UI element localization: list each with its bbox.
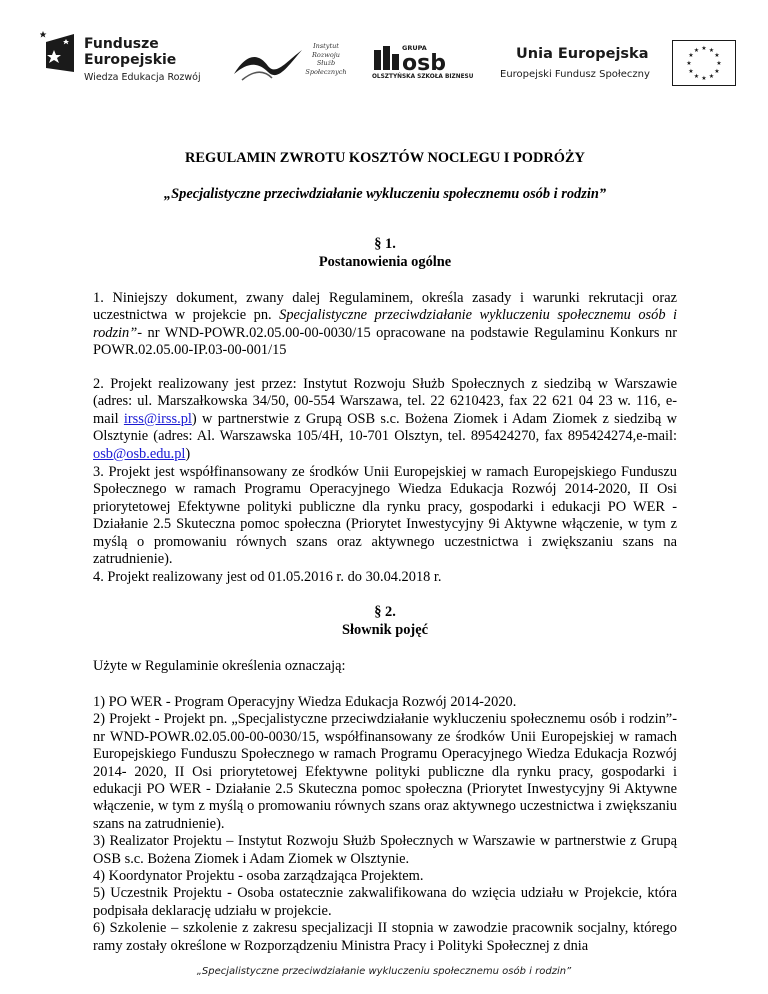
svg-text:★: ★ — [714, 52, 720, 59]
section-2-number: § 2. — [374, 604, 396, 620]
paragraph-3: 3. Projekt jest współfinansowany ze środków Unii Europejskiej w ramach Europejskiego Funduszu Społecznego w ramach Programu Operacyjnego Wiedza Edukacja Rozwój 2014-2020, II Osi priorytetowej Efektywne polityki publiczne dla rynku pracy, gospodarki i edukacji PO WER - Działanie 2.5 Skuteczna pomoc społeczna (Priorytet Inwestycyjny 9i Aktywne włączenie, w tym z myślą o promowaniu równych szans oraz aktywnego uczestnictwa i zwiększaniu szans na zatrudnienie). — [93, 464, 677, 568]
eu-flag-icon — [672, 40, 736, 86]
irss-name: Instytut Rozwoju Służb Społecznych — [305, 42, 347, 76]
svg-text:★: ★ — [701, 45, 707, 52]
osb-name-text: osb — [402, 51, 446, 72]
fundusze-line2: Europejskie — [84, 52, 177, 68]
fundusze-line1: Fundusze — [84, 36, 159, 52]
fundusze-europejskie-mark-icon — [40, 28, 78, 76]
definition-6: 6) Szkolenie – szkolenie z zakresu specjalizacji II stopnia w zawodzie pracownik socjalny, którego ramy zostały określone w Rozporządzeniu Ministra Pracy i Polityki Społecznej z dnia — [93, 920, 677, 954]
osb-group-text: GRUPA — [402, 44, 427, 52]
svg-text:★: ★ — [686, 60, 692, 67]
osb-mark-icon — [372, 42, 464, 72]
irss-logo — [232, 40, 350, 88]
grupa-osb-logo — [372, 42, 474, 84]
document-title: REGULAMIN ZWROTU KOSZTÓW NOCLEGU I PODRÓŻY — [185, 150, 585, 166]
section-1-number: § 1. — [374, 236, 396, 252]
fundusze-line3: Wiedza Edukacja Rozwój — [84, 72, 201, 83]
logo-band — [0, 0, 768, 105]
definition-3: 3) Realizator Projektu – Instytut Rozwoju Służb Społecznych w Warszawie w partnerstwie z Grupą OSB s.c. Bożena Ziomek i Adam Ziomek w Olsztynie. — [93, 833, 677, 867]
svg-text:★: ★ — [693, 73, 700, 80]
paragraph-4: 4. Projekt realizowany jest od 01.05.2016 r. do 30.04.2018 r. — [93, 569, 442, 585]
svg-text:★: ★ — [688, 52, 694, 59]
svg-text:★: ★ — [714, 68, 720, 75]
ue-line1: Unia Europejska — [516, 46, 649, 62]
project-subtitle: „Specjalistyczne przeciwdziałanie wykluczeniu społecznemu osób i rodzin” — [163, 186, 607, 202]
section-2-title: Słownik pojęć — [342, 622, 428, 638]
paragraph-2-text-a: 2. Projekt realizowany jest przez: Instytut Rozwoju Służb Społecznych z siedzibą w Warszawie (adres: ul. Marszałkowska 34/50, 00-554 Warszawa, tel. 22 6210423, fax 22 621 04 23 w. 116, e-mail — [93, 376, 677, 427]
svg-text:★: ★ — [708, 73, 715, 80]
fundusze-europejskie-logo — [40, 28, 210, 88]
ue-line2: Europejski Fundusz Społeczny — [500, 69, 650, 80]
paragraph-1-text-b: - nr WND-POWR.02.05.00-00-0030/15 opracowane na podstawie Regulaminu Konkurs nr POWR.02.05.00-IP.03-00-001/15 — [93, 324, 677, 359]
definitions-intro: Użyte w Regulaminie określenia oznaczają: — [93, 658, 346, 674]
svg-text:★: ★ — [716, 60, 722, 67]
osb-email-link[interactable]: osb@osb.edu.pl — [93, 445, 186, 462]
svg-text:★: ★ — [693, 47, 700, 54]
definitions-list — [93, 694, 677, 955]
svg-text:★: ★ — [701, 75, 707, 82]
page-footer: „Specjalistyczne przeciwdziałanie wykluczeniu społecznemu osób i rodzin” — [196, 966, 572, 977]
irss-email-link[interactable]: irss@irss.pl — [123, 410, 192, 427]
paragraph-1 — [93, 290, 677, 360]
paragraph-2 — [93, 376, 677, 463]
osb-subtitle: OLSZTYŃSKA SZKOŁA BIZNESU — [372, 74, 474, 80]
paragraph-2-text-c: ) — [185, 445, 191, 462]
svg-text:★: ★ — [688, 68, 694, 75]
paragraph-1-text-a: 1. Niniejszy dokument, zwany dalej Regulaminem, określa zasady i warunki rekrutacji oraz uczestnictwa w projekcie pn. — [93, 290, 677, 324]
definition-5: 5) Uczestnik Projektu - Osoba ostatecznie zakwalifikowana do wzięcia udziału w Projekcie, która podpisała deklarację udziału w projekcie. — [93, 885, 677, 919]
section-1-title: Postanowienia ogólne — [318, 254, 452, 270]
svg-text:★: ★ — [708, 47, 715, 54]
unia-europejska-text-logo — [500, 46, 660, 86]
definition-4: 4) Koordynator Projektu - osoba zarządzająca Projektem. — [93, 868, 424, 885]
paragraph-2-text-b: ) w partnerstwie z Grupą OSB s.c. Bożena Ziomek i Adam Ziomek z siedzibą w Olsztynie (adres: Al. Warszawska 105/4H, 10-701 Olsztyn, tel. 895424270, fax 895424274,e-mail: — [93, 410, 677, 445]
irss-swoosh-icon — [232, 40, 304, 84]
definition-2: 2) Projekt - Projekt pn. „Specjalistyczne przeciwdziałanie wykluczeniu społecznemu osób i rodzin”- nr WND-POWR.02.05.00-00-0030/15, współfinansowany ze środków Unii Europejskiej w ramach Europejskiego Funduszu Społecznego w ramach Programu Operacyjnego Wiedza Edukacja Rozwój 2014- 2020, II Osi priorytetowej Efektywne polityki publiczne dla rynku pracy, gospodarki i edukacji PO WER - Działanie 2.5 Skuteczna pomoc społeczna (Priorytet Inwestycyjny 9i Aktywne włączenie, w tym z myślą o promowaniu równych szans oraz aktywnego uczestnictwa i zwiększaniu szans na zatrudnienie). — [93, 711, 677, 832]
paragraph-1-project-name: Specjalistyczne przeciwdziałanie wykluczeniu społecznemu osób i rodzin” — [93, 307, 678, 341]
definition-1: 1) PO WER - Program Operacyjny Wiedza Edukacja Rozwój 2014-2020. — [93, 694, 517, 710]
